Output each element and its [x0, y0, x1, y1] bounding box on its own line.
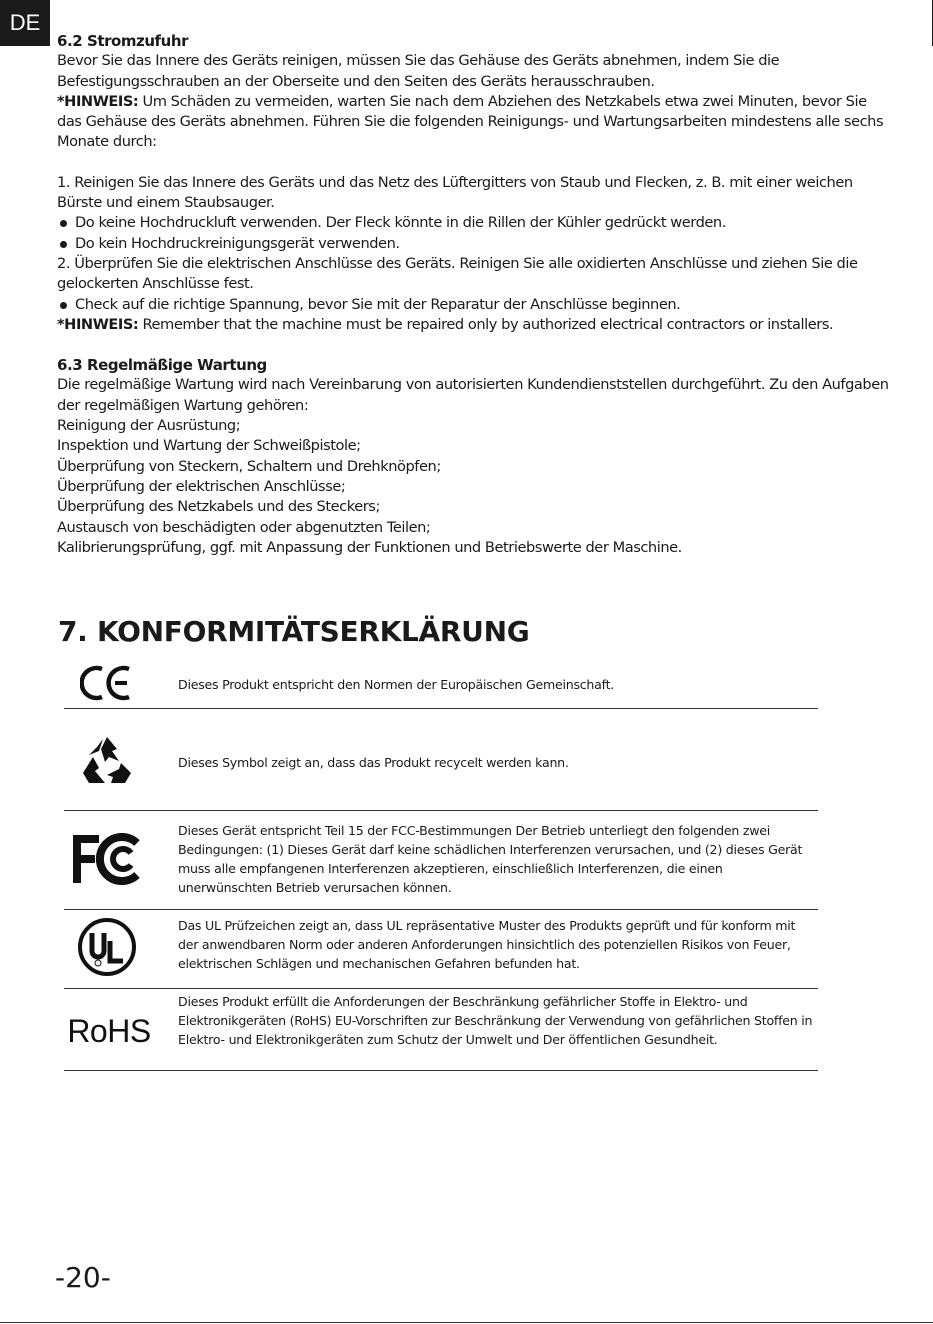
language-tab-label: DE: [9, 10, 41, 35]
bullet-3: Check auf die richtige Spannung, bevor Sie mit der Reparatur der Anschlüsse beginnen.: [57, 295, 891, 315]
ul-text: Das UL Prüfzeichen zeigt an, dass UL repräsentative Muster des Produkts geprüft und für konform mit der anwendbaren Norm oder anderen Anforderungen hinsichtlich des potenziellen Risikos von Feuer, elektrischen Schlägen und mechanischen Gefahren befunden hat.: [178, 918, 796, 971]
ce-mark-icon: [64, 663, 150, 703]
maintenance-item: Kalibrierungsprüfung, ggf. mit Anpassung der Funktionen und Betriebswerte der Maschine.: [57, 538, 682, 556]
rohs-logo-text: RoHS: [67, 1012, 151, 1049]
maintenance-item: Überprüfung von Steckern, Schaltern und Drehknöpfen;: [57, 457, 441, 475]
page-number: -20-: [55, 1261, 111, 1294]
bullet-1: Do keine Hochdruckluft verwenden. Der Fleck könnte in die Rillen der Kühler gedrückt werden.: [57, 213, 891, 233]
maintenance-item: Inspektion und Wartung der Schweißpistole;: [57, 437, 361, 455]
conformity-row-ce: [64, 660, 818, 709]
section-7-title: 7. KONFORMITÄTSERKLÄRUNG: [58, 615, 530, 648]
step-2: 2. Überprüfen Sie die elektrischen Anschlüsse des Geräts. Reinigen Sie alle oxidierten Anschlüsse und ziehen Sie die gelockerten Anschlüsse fest.: [57, 254, 858, 293]
language-tab: [0, 0, 50, 46]
conformity-row-fcc: [64, 811, 818, 910]
conformity-row-ul: [64, 910, 818, 989]
fcc-text: Dieses Gerät entspricht Teil 15 der FCC-Bestimmungen Der Betrieb unterliegt den folgenden zwei Bedingungen: (1) Dieses Gerät darf keine schädlichen Interferenzen verursachen, und (2) dieses Gerät muss alle empfangenen Interferenzen akzeptieren, einschließlich Interferenzen, die einen unerwünschten Betrieb verursachen können.: [178, 823, 803, 895]
maintenance-text: [57, 31, 891, 558]
note-1: [57, 92, 891, 153]
bullet-2: Do kein Hochdruckreinigungsgerät verwenden.: [57, 234, 891, 254]
recycle-text: Dieses Symbol zeigt an, dass das Produkt recycelt werden kann.: [178, 755, 569, 770]
rohs-text: Dieses Produkt erfüllt die Anforderungen der Beschränkung gefährlicher Stoffe in Elektro- und Elektronikgeräten (RoHS) EU-Vorschriften zur Beschränkung der Verwendung von gefährlichen Stoffen in Elektro- und Elektronikgeräten zum Schutz der Umwelt und Der öffentlichen Gesundheit.: [178, 994, 813, 1047]
step-1: 1. Reinigen Sie das Innere des Geräts und das Netz des Lüftergitters von Staub und Flecken, z. B. mit einer weichen Bürste und einem Staubsauger.: [57, 173, 853, 212]
ul-mark-icon: [64, 916, 150, 978]
fcc-logo-icon: [64, 831, 150, 887]
section-6-3-heading: 6.3 Regelmäßige Wartung: [57, 356, 267, 375]
note-2-label: *HINWEIS:: [57, 315, 139, 333]
maintenance-item: Überprüfung der elektrischen Anschlüsse;: [57, 477, 346, 495]
note-1-text: Um Schäden zu vermeiden, warten Sie nach dem Abziehen des Netzkabels etwa zwei Minuten, bevor Sie das Gehäuse des Geräts abnehmen. Führen Sie die folgenden Reinigungs- und Wartungsarbeiten mindestens alle sechs Monate durch:: [57, 92, 884, 151]
recycle-icon: [64, 735, 150, 789]
section-6-3-intro: Die regelmäßige Wartung wird nach Vereinbarung von autorisierten Kundendienststellen durchgeführt. Zu den Aufgaben der regelmäßigen Wartung gehören:: [57, 376, 889, 414]
note-2: [57, 315, 891, 335]
section-6-2-heading: 6.2 Stromzufuhr: [57, 32, 189, 50]
maintenance-item: Überprüfung des Netzkabels und des Steckers;: [57, 498, 380, 516]
bottom-rule: [0, 1322, 933, 1323]
maintenance-item: Reinigung der Ausrüstung;: [57, 417, 241, 435]
rohs-logo-icon: [64, 1011, 154, 1051]
conformity-row-recycle: [64, 709, 818, 811]
note-1-label: *HINWEIS:: [57, 92, 139, 110]
section-6-2-intro: Bevor Sie das Innere des Geräts reinigen, müssen Sie das Gehäuse des Geräts abnehmen, indem Sie die Befestigungsschrauben an der Oberseite und den Seiten des Geräts herausschrauben.: [57, 52, 780, 90]
ce-text: Dieses Produkt entspricht den Normen der Europäischen Gemeinschaft.: [178, 677, 615, 692]
conformity-row-rohs: [64, 989, 818, 1071]
maintenance-item: Austausch von beschädigten oder abgenutzten Teilen;: [57, 518, 431, 536]
note-2-text: Remember that the machine must be repaired only by authorized electrical contractors or installers.: [138, 315, 834, 333]
